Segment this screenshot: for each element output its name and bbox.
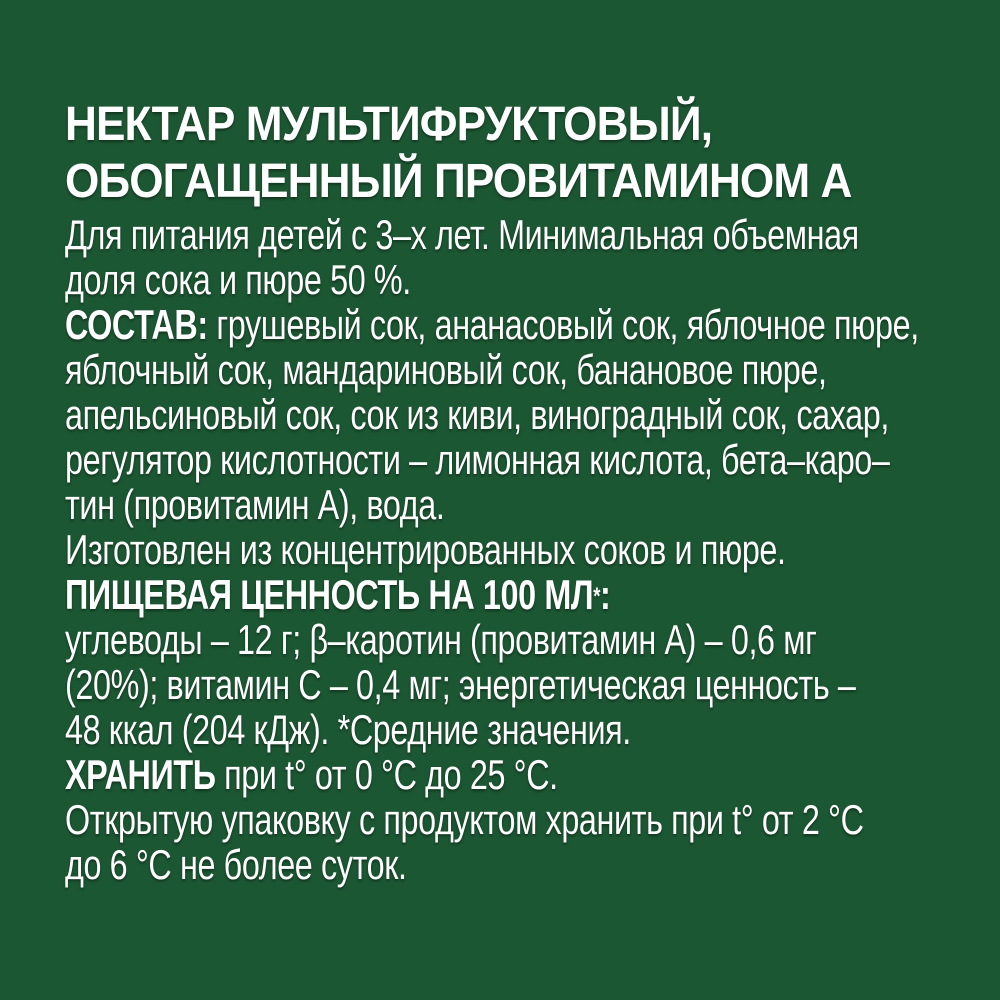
text-segment: апельсиновый сок, сок из киви, виноградный сок, сахар, bbox=[65, 391, 889, 438]
text-line-3 bbox=[65, 302, 919, 347]
text-line-8 bbox=[65, 527, 919, 572]
text-segment: СОСТАВ: bbox=[65, 301, 217, 348]
text-segment: : bbox=[600, 571, 611, 618]
text-segment: 48 ккал (204 кДж). *Средние значения. bbox=[65, 706, 631, 753]
product-label bbox=[65, 96, 1000, 887]
text-line-15 bbox=[65, 842, 919, 887]
text-segment: тин (провитамин А), вода. bbox=[65, 481, 445, 528]
text-line-14 bbox=[65, 797, 919, 842]
text-line-12 bbox=[65, 707, 919, 752]
text-segment: ПИЩЕВАЯ ЦЕННОСТЬ НА 100 МЛ bbox=[65, 571, 594, 618]
text-segment: при t° от 0 °С до 25 °С. bbox=[215, 751, 558, 798]
text-line-10 bbox=[65, 617, 919, 662]
product-title bbox=[65, 96, 1000, 210]
text-line-2 bbox=[65, 257, 919, 302]
text-line-13 bbox=[65, 752, 919, 797]
text-line-4 bbox=[65, 347, 919, 392]
text-line-9 bbox=[65, 572, 919, 617]
text-line-7 bbox=[65, 482, 919, 527]
label-body-text bbox=[65, 212, 919, 887]
product-title-line-2: ОБОГАЩЕННЫЙ ПРОВИТАМИНОМ А bbox=[65, 155, 852, 208]
product-title-line-1: НЕКТАР МУЛЬТИФРУКТОВЫЙ, bbox=[65, 98, 713, 151]
text-line-6 bbox=[65, 437, 919, 482]
text-line-1 bbox=[65, 212, 919, 257]
text-segment: до 6 °С не более суток. bbox=[65, 841, 407, 888]
text-segment: * bbox=[593, 583, 601, 610]
text-segment: грушевый сок, ананасовый сок, яблочное пюре, bbox=[216, 301, 919, 348]
text-segment: ХРАНИТЬ bbox=[65, 751, 216, 798]
text-segment: (20%); витамин С – 0,4 мг; энергетическая ценность – bbox=[65, 661, 856, 708]
text-segment: углеводы – 12 г; β–каротин (провитамин А) – 0,6 мг bbox=[65, 616, 817, 663]
text-segment: Для питания детей с 3–х лет. Минимальная объемная bbox=[65, 211, 859, 258]
text-segment: регулятор кислотности – лимонная кислота, бета–каро– bbox=[65, 436, 890, 483]
text-segment: яблочный сок, мандариновый сок, банановое пюре, bbox=[65, 346, 827, 393]
text-segment: Изготовлен из концентрированных соков и пюре. bbox=[65, 526, 786, 573]
text-line-5 bbox=[65, 392, 919, 437]
text-segment: Открытую упаковку с продуктом хранить при t° от 2 °С bbox=[65, 796, 864, 843]
text-line-11 bbox=[65, 662, 919, 707]
text-segment: доля сока и пюре 50 %. bbox=[65, 256, 411, 303]
